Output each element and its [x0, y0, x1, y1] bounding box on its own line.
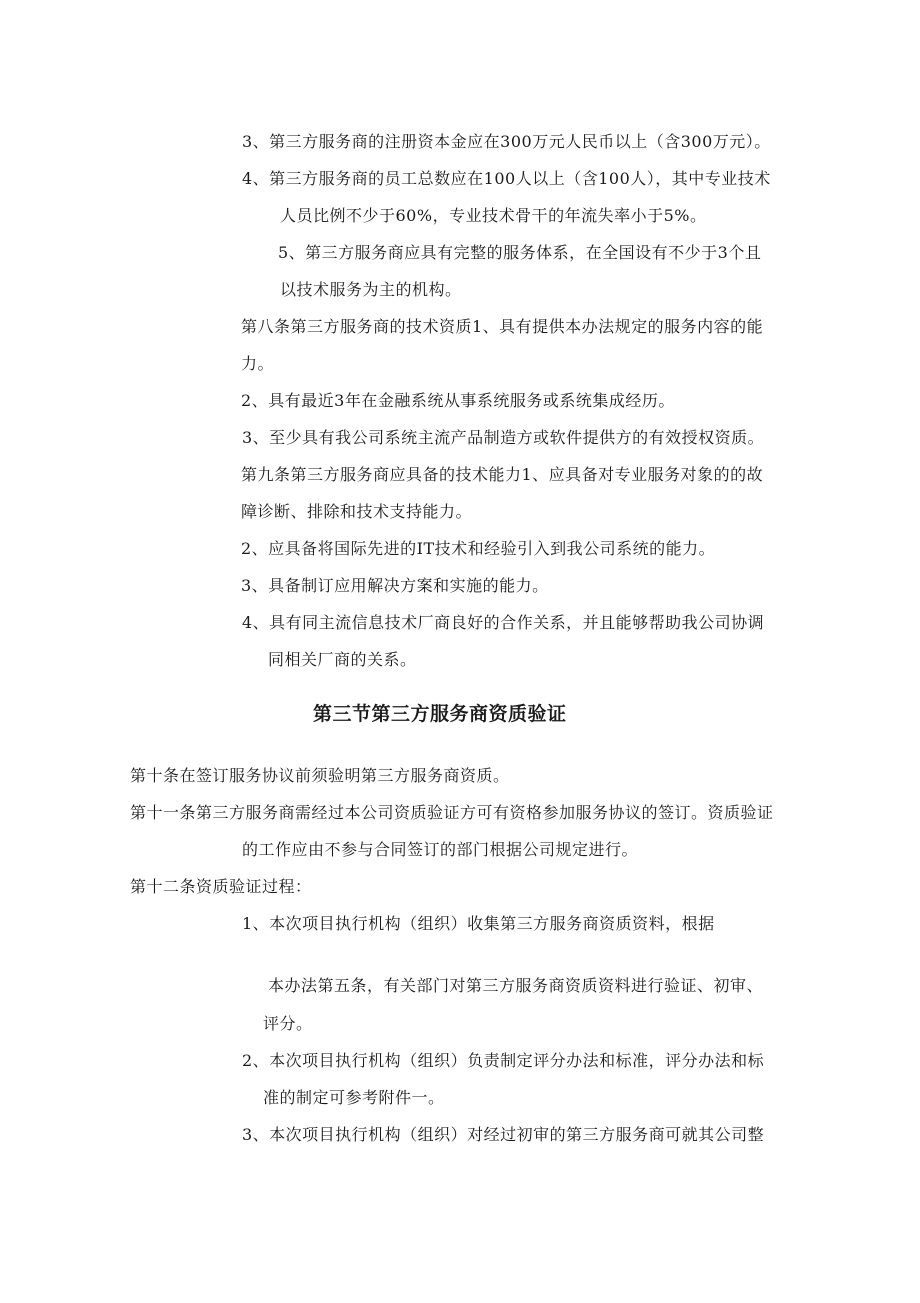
article-11-cont: 的工作应由不参与合同签订的部门根据公司规定进行。 — [242, 840, 639, 859]
article-11: 第十一条第三方服务商需经过本公司资质验证方可有资格参加服务协议的签订。资质验证 — [130, 803, 774, 822]
article-12-item-1: 1、本次项目执行机构（组织）收集第三方服务商资质资料，根据 — [242, 914, 715, 933]
article-8: 第八条第三方服务商的技术资质1、具有提供本办法规定的服务内容的能 — [241, 317, 764, 336]
article-9-item-4-cont: 同相关厂商的关系。 — [268, 650, 417, 669]
article-12-item-2-cont: 准的制定可参考附件一。 — [263, 1088, 445, 1107]
clause-5-service-cont: 以技术服务为主的机构。 — [280, 280, 462, 299]
article-12-item-3: 3、本次项目执行机构（组织）对经过初审的第三方服务商可就其公司整 — [242, 1125, 765, 1144]
clause-4-staff-cont: 人员比例不少于60%，专业技术骨干的年流失率小于5%。 — [280, 206, 707, 225]
article-8-item-3: 3、至少具有我公司系统主流产品制造方或软件提供方的有效授权资质。 — [242, 428, 765, 447]
article-12-item-1-cont: 本办法第五条，有关部门对第三方服务商资质资料进行验证、初审、 — [268, 976, 764, 995]
article-9-item-4: 4、具有同主流信息技术厂商良好的合作关系，并且能够帮助我公司协调 — [242, 613, 765, 632]
article-9-item-2: 2、应具备将国际先进的IT技术和经验引入到我公司系统的能力。 — [241, 539, 716, 558]
section-title: 第三节第三方服务商资质验证 — [313, 703, 567, 725]
clause-5-service: 5、第三方服务商应具有完整的服务体系，在全国设有不少于3个且 — [278, 243, 762, 262]
clause-3-capital: 3、第三方服务商的注册资本金应在300万元人民币以上（含300万元）。 — [242, 132, 771, 151]
article-10: 第十条在签订服务协议前须验明第三方服务商资质。 — [130, 766, 510, 785]
article-12: 第十二条资质验证过程： — [130, 877, 312, 896]
article-9-cont: 障诊断、排除和技术支持能力。 — [241, 502, 473, 521]
article-9: 第九条第三方服务商应具备的技术能力1、应具备对专业服务对象的的故 — [241, 465, 764, 484]
article-12-item-2: 2、本次项目执行机构（组织）负责制定评分办法和标准，评分办法和标 — [242, 1051, 765, 1070]
article-8-cont: 力。 — [241, 354, 275, 373]
article-12-item-1-cont2: 评分。 — [263, 1014, 313, 1033]
article-8-item-2: 2、具有最近3年在金融系统从事系统服务或系统集成经历。 — [241, 391, 675, 410]
article-9-item-3: 3、具备制订应用解决方案和实施的能力。 — [241, 576, 549, 595]
clause-4-staff: 4、第三方服务商的员工总数应在100人以上（含100人），其中专业技术 — [242, 169, 771, 188]
